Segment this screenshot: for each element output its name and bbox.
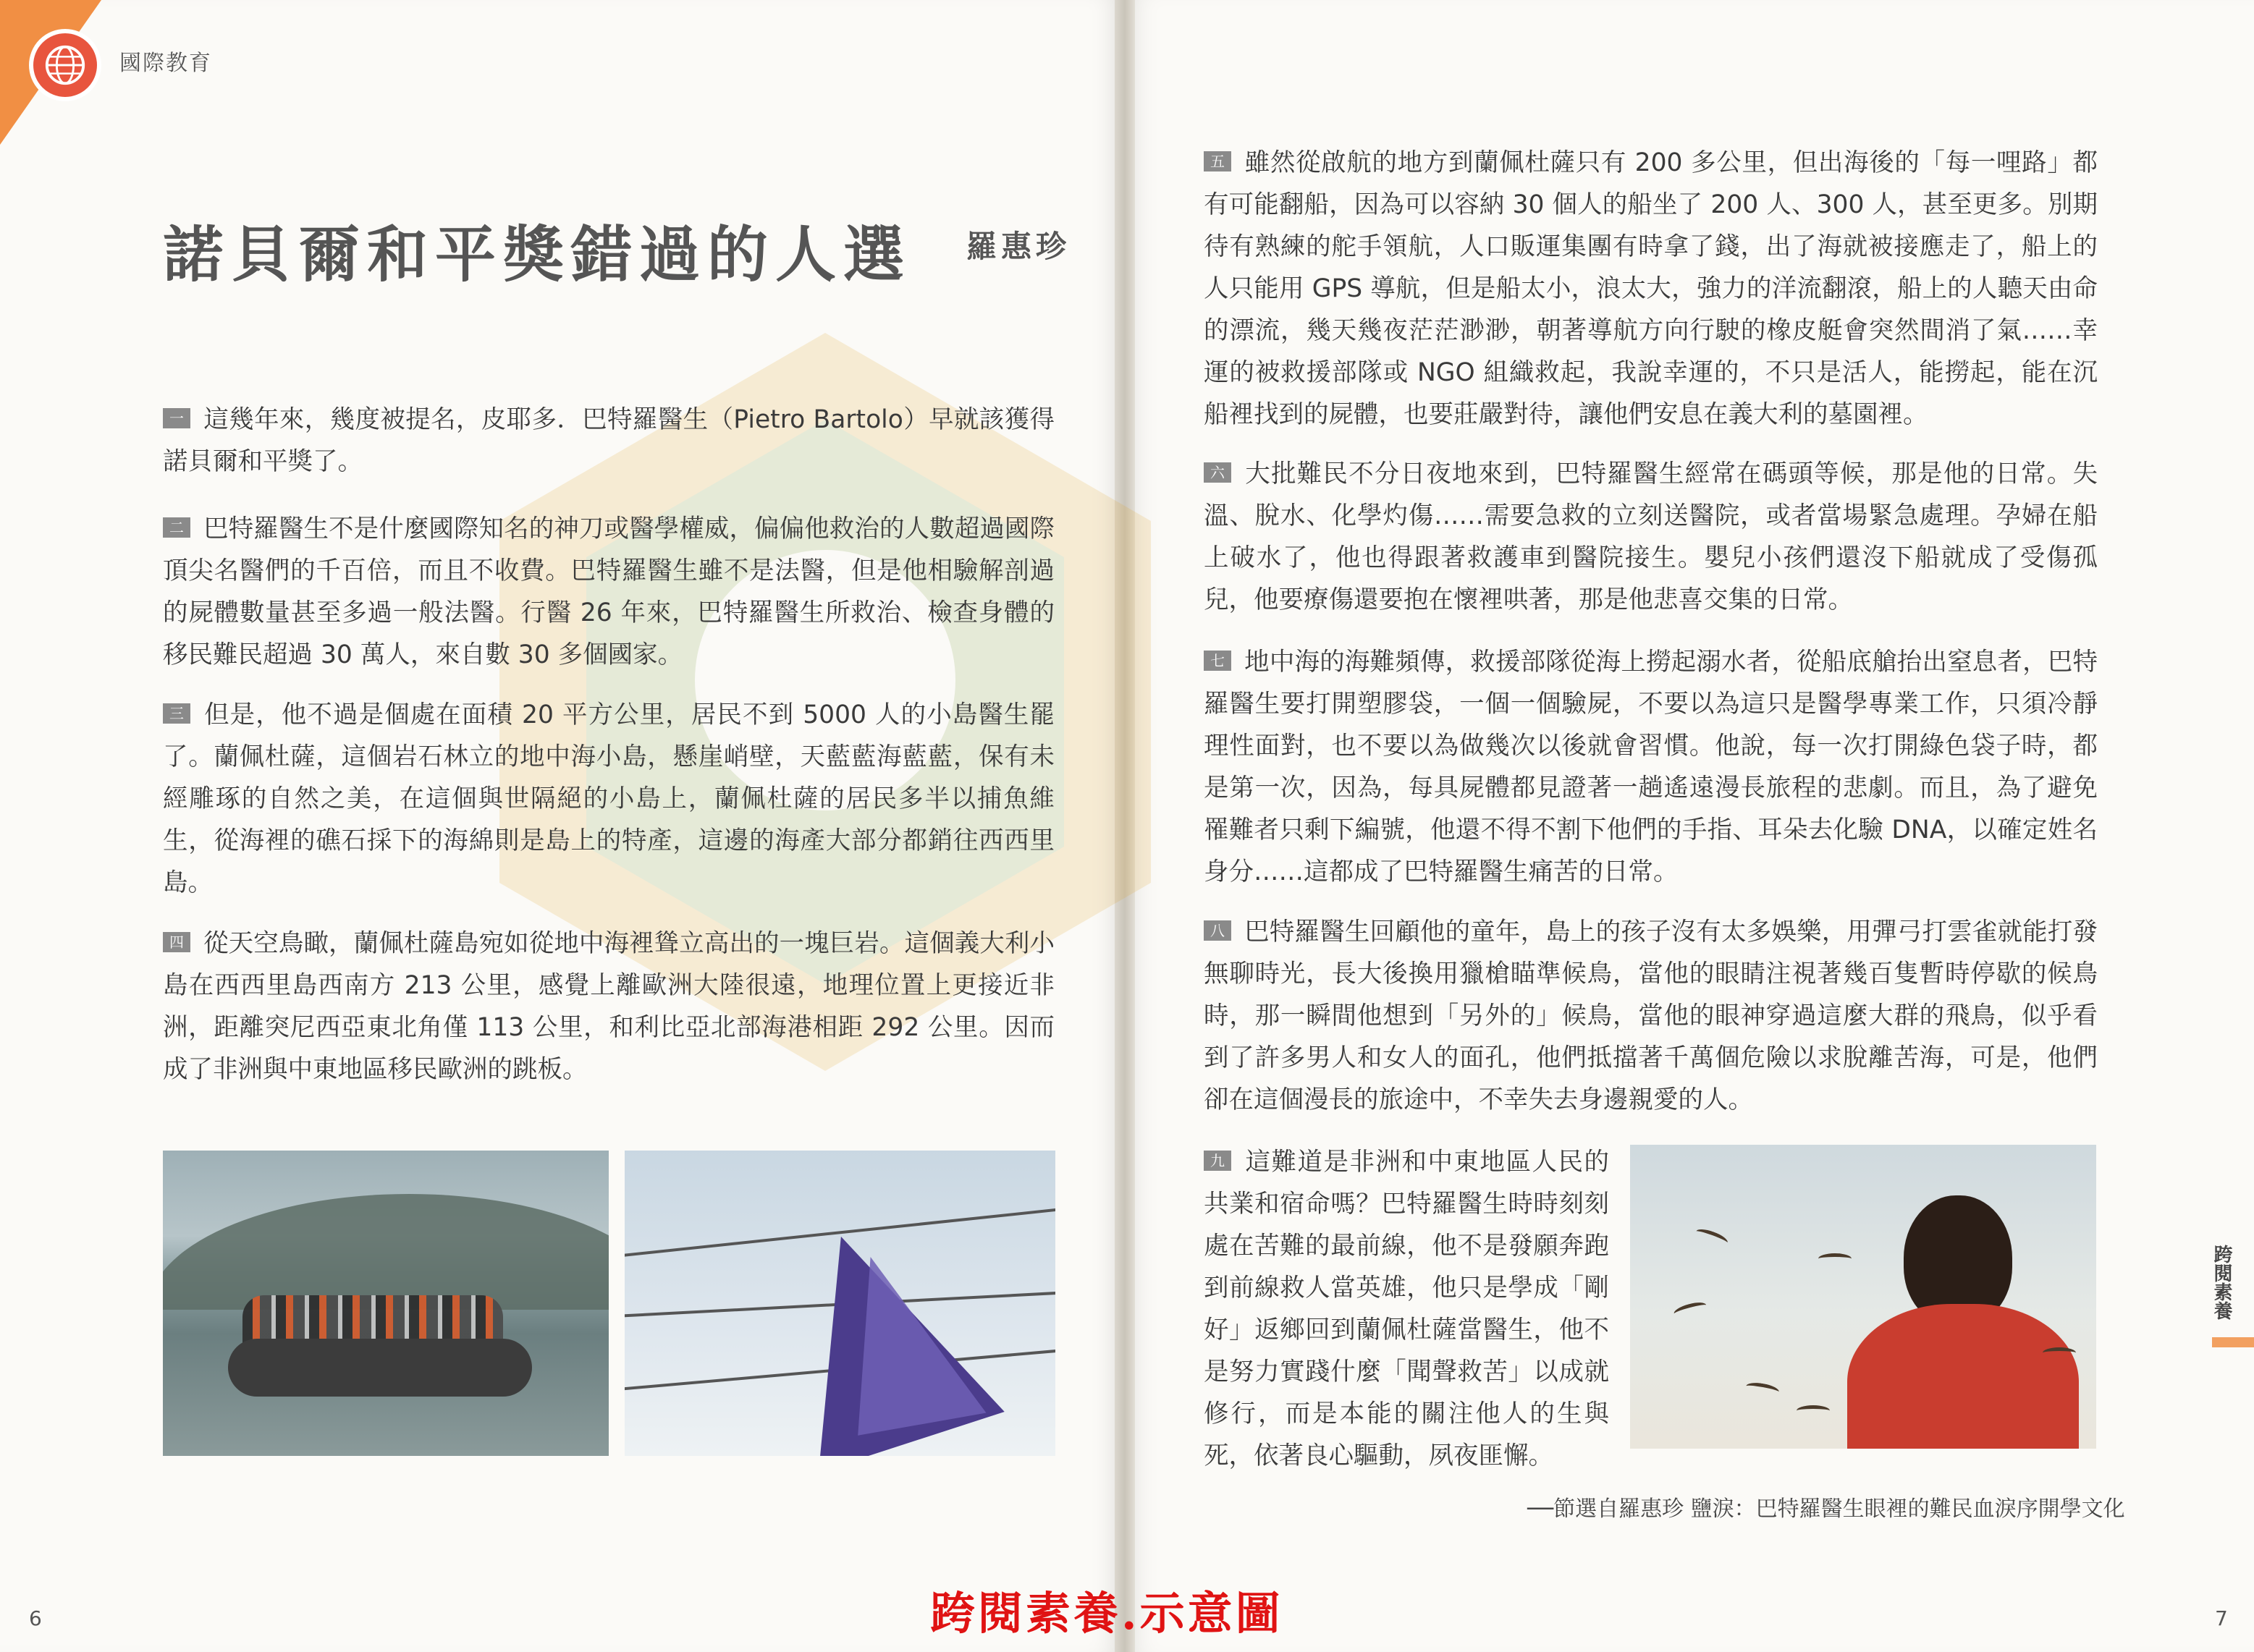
paragraph-number: 五 [1204, 151, 1231, 171]
paragraph-text: 但是，他不過是個處在面積 20 平方公里，居民不到 5000 人的小島醫生罷了。蘭佩杜薩，這個岩石林立的地中海小島，懸崖峭壁，天藍藍海藍藍，保有未經雕琢的自然之美，在這個與世隔絕的小島上，蘭佩杜薩的居民多半以捕魚維生，從海裡的礁石採下的海綿則是島上的特產，這邊的海產大部分都銷往西西里島。 [163, 700, 1055, 897]
paragraph-text: 大批難民不分日夜地來到，巴特羅醫生經常在碼頭等候，那是他的日常。失溫、脫水、化學灼傷……需要急救的立刻送醫院，或者當場緊急處理。孕婦在船上破水了，他也得跟著救護車到醫院接生。嬰兒小孩們還沒下船就成了受傷孤兒，他要療傷還要抱在懷裡哄著，那是他悲喜交集的日常。 [1204, 459, 2098, 614]
paragraph-number: 二 [163, 517, 190, 538]
paragraph-4 [163, 923, 1055, 1090]
paragraph-text: 巴特羅醫生回顧他的童年，島上的孩子沒有太多娛樂，用彈弓打雲雀就能打發無聊時光，長大後換用獵槍瞄準候鳥，當他的眼睛注視著幾百隻暫時停歇的候鳥時，那一瞬間他想到「另外的」候鳥，當他的眼神穿過這麼大群的飛鳥，似乎看到了許多男人和女人的面孔，他們抵擋著千萬個危險以求脫離苦海，可是，他們卻在這個漫長的旅途中，不幸失去身邊親愛的人。 [1204, 918, 2098, 1114]
paragraph-text: 地中海的海難頻傳，救援部隊從海上撈起溺水者，從船底艙抬出窒息者，巴特羅醫生要打開塑膠袋，一個一個驗屍，不要以為這只是醫學專業工作，只須冷靜理性面對，也不要以為做幾次以後就會習慣。他說，每一次打開綠色袋子時，都是第一次，因為，每具屍體都見證著一趟遙遠漫長旅程的悲劇。而且，為了避免罹難者只剩下編號，他還不得不割下他們的手指、耳朵去化驗 DNA，以確定姓名身分……這都成了巴特羅醫生痛苦的日常。 [1204, 648, 2098, 886]
paragraph-5 [1204, 142, 2098, 436]
globe-icon [29, 29, 101, 101]
page-number-left: 6 [29, 1606, 42, 1630]
paragraph-text: 這幾年來，幾度被提名，皮耶多．巴特羅醫生（Pietro Bartolo）早就該獲得諾貝爾和平獎了。 [163, 405, 1055, 476]
paragraph-9 [1204, 1141, 1609, 1477]
source-caption: ──節選自羅惠珍 鹽淚：巴特羅醫生眼裡的難民血淚序開學文化 [1527, 1496, 2125, 1522]
paragraph-number: 八 [1204, 920, 1231, 941]
paragraph-8 [1204, 911, 2098, 1121]
sample-watermark: 跨閱素養.示意圖 [930, 1587, 1283, 1640]
paragraph-1 [163, 399, 1055, 483]
paragraph-text: 巴特羅醫生不是什麼國際知名的神刀或醫學權威，偏偏他救治的人數超過國際頂尖名醫們的千百倍，而且不收費。巴特羅醫生雖不是法醫，但是他相驗解剖過的屍體數量甚至多過一般法醫。行醫 26 年來，巴特羅醫生所救治、檢查身體的移民難民超過 30 萬人，來自數 30 多個國家。 [163, 514, 1055, 669]
section-label: 國際教育 [119, 51, 212, 76]
refugee-boat-photo [163, 1151, 609, 1456]
book-spine [1115, 0, 1135, 1652]
paragraph-text: 這難道是非洲和中東地區人民的共業和宿命嗎？巴特羅醫生時時刻刻處在苦難的最前線，他不是發願奔跑到前線救人當英雄，他只是學成「剛好」返鄉回到蘭佩杜薩當醫生，他不是努力實踐什麼「聞聲救苦」以成就修行，而是本能的關注他人的生與死，依著良心驅動，夙夜匪懈。 [1204, 1148, 1609, 1470]
paragraph-number: 三 [163, 703, 190, 724]
paragraph-number: 九 [1204, 1151, 1231, 1171]
barbed-wire-paper-plane-photo [625, 1151, 1055, 1456]
paragraph-text: 雖然從啟航的地方到蘭佩杜薩只有 200 多公里，但出海後的「每一哩路」都有可能翻船，因為可以容納 30 個人的船坐了 200 人、300 人，甚至更多。別期待有熟練的舵手領航，人口販運集團有時拿了錢，出了海就被接應走了，船上的人只能用 GPS 導航，但是船太小，浪太大，強力的洋流翻滾，船上的人聽天由命的漂流，幾天幾夜茫茫渺渺，朝著導航方向行駛的橡皮艇會突然間消了氣……幸運的被救援部隊或 NGO 組織救起，我說幸運的，不只是活人，能撈起，能在沉船裡找到的屍體，也要莊嚴對待，讓他們安息在義大利的墓園裡。 [1204, 148, 2098, 429]
paragraph-3 [163, 694, 1055, 904]
paragraph-number: 四 [163, 932, 190, 952]
paragraph-number: 七 [1204, 651, 1231, 671]
paragraph-7 [1204, 641, 2098, 893]
article-title: 諾貝爾和平獎錯過的人選 [163, 219, 912, 290]
paragraph-6 [1204, 453, 2098, 621]
paragraph-2 [163, 508, 1055, 676]
page-number-right: 7 [2215, 1606, 2228, 1630]
paragraph-text: 從天空鳥瞰，蘭佩杜薩島宛如從地中海裡聳立高出的一塊巨岩。這個義大利小島在西西里島西南方 213 公里，感覺上離歐洲大陸很遠，地理位置上更接近非洲，距離突尼西亞東北角僅 113 公里，和利比亞北部海港相距 292 公里。因而成了非洲與中東地區移民歐洲的跳板。 [163, 929, 1055, 1084]
side-tab-label: 跨閱素養 [2211, 1245, 2232, 1320]
boy-watching-birds-photo [1630, 1145, 2096, 1449]
paragraph-number: 一 [163, 408, 190, 428]
paragraph-number: 六 [1204, 462, 1231, 483]
side-tab-accent [2212, 1337, 2254, 1347]
article-author: 羅惠珍 [966, 229, 1071, 264]
